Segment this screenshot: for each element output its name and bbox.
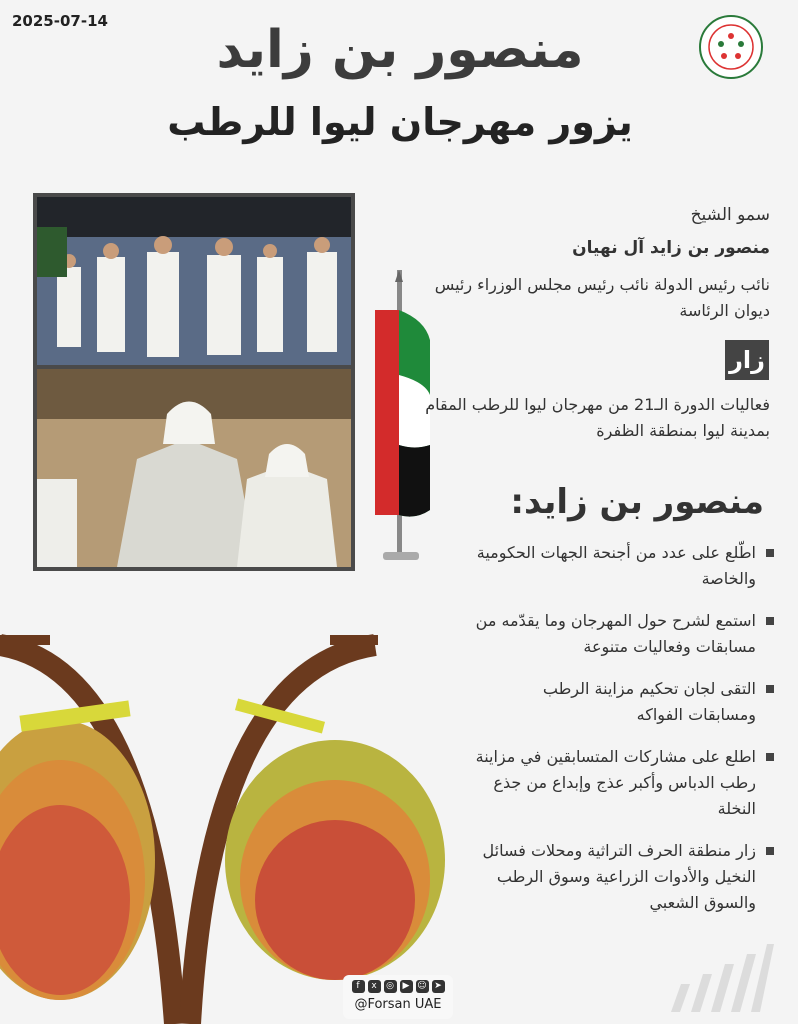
x-icon[interactable]: x bbox=[368, 980, 381, 993]
instagram-icon[interactable]: ◎ bbox=[384, 980, 397, 993]
bullet-square-icon bbox=[766, 685, 774, 693]
dates-illustration bbox=[0, 630, 500, 1024]
position-text: نائب رئيس الدولة نائب رئيس مجلس الوزراء رئيس ديوان الرئاسة bbox=[434, 275, 770, 320]
date-label: 2025-07-14 bbox=[12, 12, 108, 30]
bullet-square-icon bbox=[766, 549, 774, 557]
section-headline: منصور بن زايد: bbox=[510, 482, 764, 522]
list-item: اطلع على مشاركات المتسابقين في مزاينة رطب الدباس وأكبر عذج وإبداع من جذع النخلة bbox=[474, 744, 774, 822]
forsan-logo bbox=[698, 14, 764, 80]
bullet-square-icon bbox=[766, 847, 774, 855]
watermark-stripes bbox=[666, 934, 776, 1014]
telegram-icon[interactable]: ➤ bbox=[432, 980, 445, 993]
facebook-icon[interactable]: f bbox=[352, 980, 365, 993]
social-badge bbox=[343, 975, 453, 1019]
youtube-icon[interactable]: ▶ bbox=[400, 980, 413, 993]
list-item: التقى لجان تحكيم مزاينة الرطب ومسابقات الفواكه bbox=[474, 676, 774, 728]
visit-photo-closeup bbox=[37, 369, 351, 567]
list-item: اطّلع على عدد من أجنحة الجهات الحكومية والخاصة bbox=[474, 540, 774, 592]
visited-label: زار bbox=[725, 340, 769, 380]
honorific-text: سمو الشيخ bbox=[690, 205, 770, 225]
list-item: استمع لشرح حول المهرجان وما يقدّمه من مسابقات وفعاليات متنوعة bbox=[474, 608, 774, 660]
list-item: زار منطقة الحرف التراثية ومحلات فسائل النخيل والأدوات الزراعية وسوق الرطب والسوق الشعبي bbox=[474, 838, 774, 916]
photo-collage bbox=[33, 193, 355, 571]
bullet-square-icon bbox=[766, 617, 774, 625]
visit-text: فعاليات الدورة الـ21 من مهرجان ليوا للرطب المقام بمدينة ليوا بمنطقة الظفرة bbox=[425, 395, 770, 440]
activities-list bbox=[474, 540, 774, 932]
bullet-square-icon bbox=[766, 753, 774, 761]
snapchat-icon[interactable]: ☺ bbox=[417, 981, 427, 991]
visit-photo-hall bbox=[37, 197, 351, 365]
social-handle[interactable]: @Forsan UAE bbox=[354, 997, 442, 1012]
full-name-text: منصور بن زايد آل نهيان bbox=[572, 238, 770, 258]
page-title: منصور بن زايد bbox=[216, 20, 584, 80]
page-subtitle: يزور مهرجان ليوا للرطب bbox=[167, 100, 633, 144]
